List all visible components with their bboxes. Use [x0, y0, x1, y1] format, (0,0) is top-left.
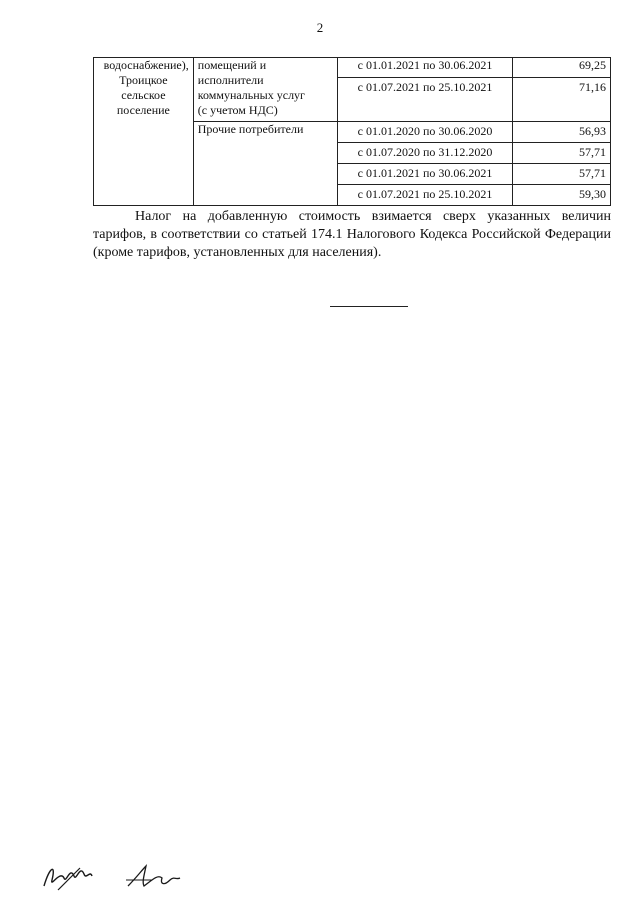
period-cell: с 01.01.2021 по 30.06.2021 — [337, 164, 512, 185]
territory-line: поселение — [116, 103, 170, 117]
signature-right — [122, 856, 184, 896]
period-cell: с 01.07.2020 по 31.12.2020 — [337, 143, 512, 164]
period-cell: с 01.07.2021 по 25.10.2021 — [337, 78, 512, 122]
territory-line: водоснабжение), — [103, 58, 189, 72]
signature-left — [40, 856, 96, 896]
tariff-value-cell: 57,71 — [513, 164, 611, 185]
consumer-group-cell — [193, 58, 337, 122]
tariff-value-cell: 57,71 — [513, 143, 611, 164]
territory-cell — [94, 58, 194, 206]
period-cell: с 01.01.2021 по 30.06.2021 — [337, 58, 512, 78]
territory-line: сельское — [121, 88, 166, 102]
tax-note — [93, 208, 611, 262]
tax-note-text: Налог на добавленную стоимость взимается сверх указанных величин тарифов, в соответствии со статьей 174.1 Налогового Кодекса Российской Федерации (кроме тарифов, установленных для населения). — [93, 209, 611, 260]
tariff-table — [93, 57, 611, 206]
end-rule — [330, 306, 408, 307]
territory-line: Троицкое — [119, 73, 168, 87]
tariff-value-cell: 69,25 — [513, 58, 611, 78]
period-cell: с 01.01.2020 по 30.06.2020 — [337, 122, 512, 143]
table-row — [94, 58, 611, 78]
tariff-value-cell: 71,16 — [513, 78, 611, 122]
consumer-group-cell: Прочие потребители — [193, 122, 337, 206]
tariff-value-cell: 56,93 — [513, 122, 611, 143]
consumer-group-line: коммунальных услуг — [197, 88, 305, 102]
page-number: 2 — [316, 20, 324, 35]
consumer-group-line: помещений и — [197, 58, 267, 72]
consumer-group-line: (с учетом НДС) — [197, 103, 278, 117]
period-cell: с 01.07.2021 по 25.10.2021 — [337, 185, 512, 206]
consumer-group-line: исполнители — [197, 73, 264, 87]
tariff-value-cell: 59,30 — [513, 185, 611, 206]
